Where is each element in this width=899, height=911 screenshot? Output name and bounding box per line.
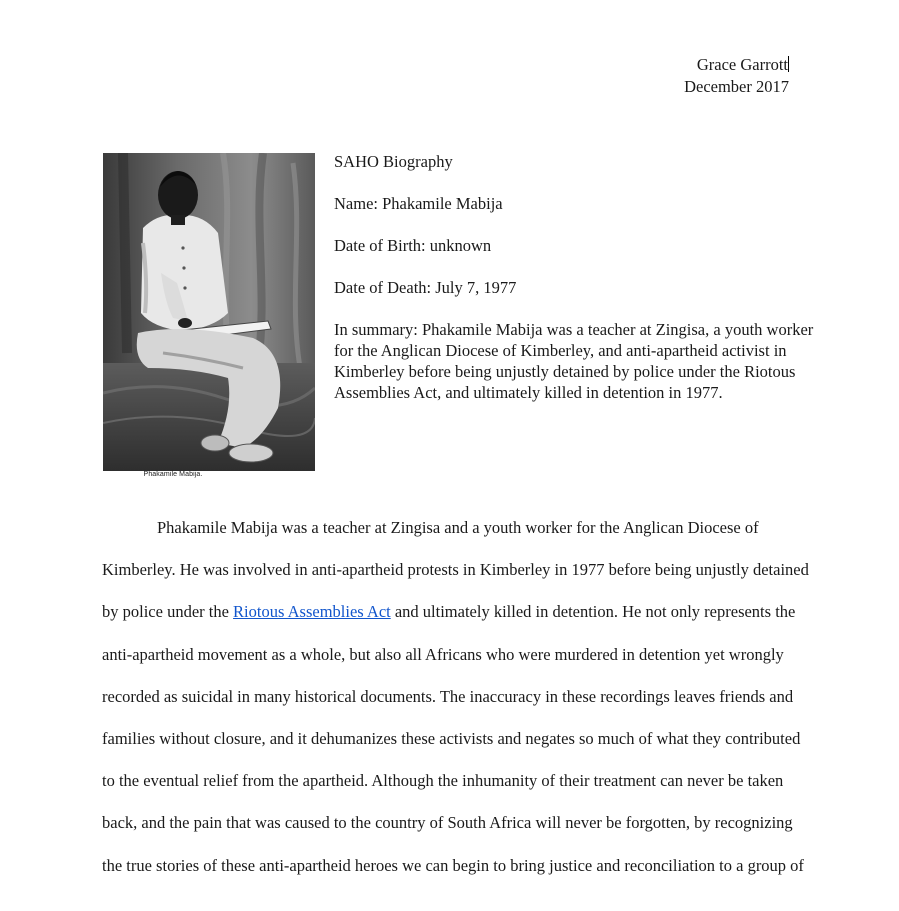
text-cursor: [788, 56, 789, 72]
body-paragraph: [102, 507, 814, 887]
bio-date-of-birth: Date of Birth: unknown: [334, 236, 492, 255]
bio-name: Name: Phakamile Mabija: [334, 194, 503, 213]
author-line: [684, 54, 789, 76]
bio-summary-paragraph: In summary: Phakamile Mabija was a teacher at Zingisa, a youth worker for the Anglican Diocese of Kimberley, and anti-apartheid activist in Kimberley before being unjustly detained by police under the Riotous Assemblies Act, and ultimately killed in detention in 1977.: [334, 320, 814, 402]
biography-summary: [334, 151, 819, 403]
portrait-photo: [103, 153, 315, 471]
bio-date-of-death: Date of Death: July 7, 1977: [334, 278, 517, 297]
document-date: December 2017: [684, 77, 789, 96]
document-header: [684, 54, 789, 98]
bio-heading: SAHO Biography: [334, 152, 453, 171]
riotous-assemblies-act-link[interactable]: Riotous Assemblies Act: [233, 602, 391, 622]
body-text-end: and ultimately killed in detention. He not only represents the anti-apartheid movement as a whole, but also all Africans who were murdered in detention yet wrongly recorded as suicidal in many historical documents. The inaccuracy in these recordings leaves friends and families without closure, and it dehumanizes these activists and negates so much of what they contributed to the eventual relief from the apartheid. Although the inhumanity of their treatment can never be taken back, and the pain that was caused to the country of South Africa will never be forgotten, by recognizing the true stories of these anti-apartheid heroes we can begin to bring justice and reconciliation to a group of: [102, 602, 804, 875]
author-name: Grace Garrott: [696, 55, 788, 74]
photo-caption: Phakamile Mabija.: [143, 471, 203, 478]
body-text-start: Phakamile Mabija was a teacher at Zingisa and a youth worker for the Anglican Diocese of Kimberley. He was involved in anti-apartheid protests in Kimberley in 1977 before being unjustly detained by police under the: [102, 518, 809, 622]
portrait-photo-figure: [103, 153, 315, 485]
body-text: [102, 507, 814, 887]
